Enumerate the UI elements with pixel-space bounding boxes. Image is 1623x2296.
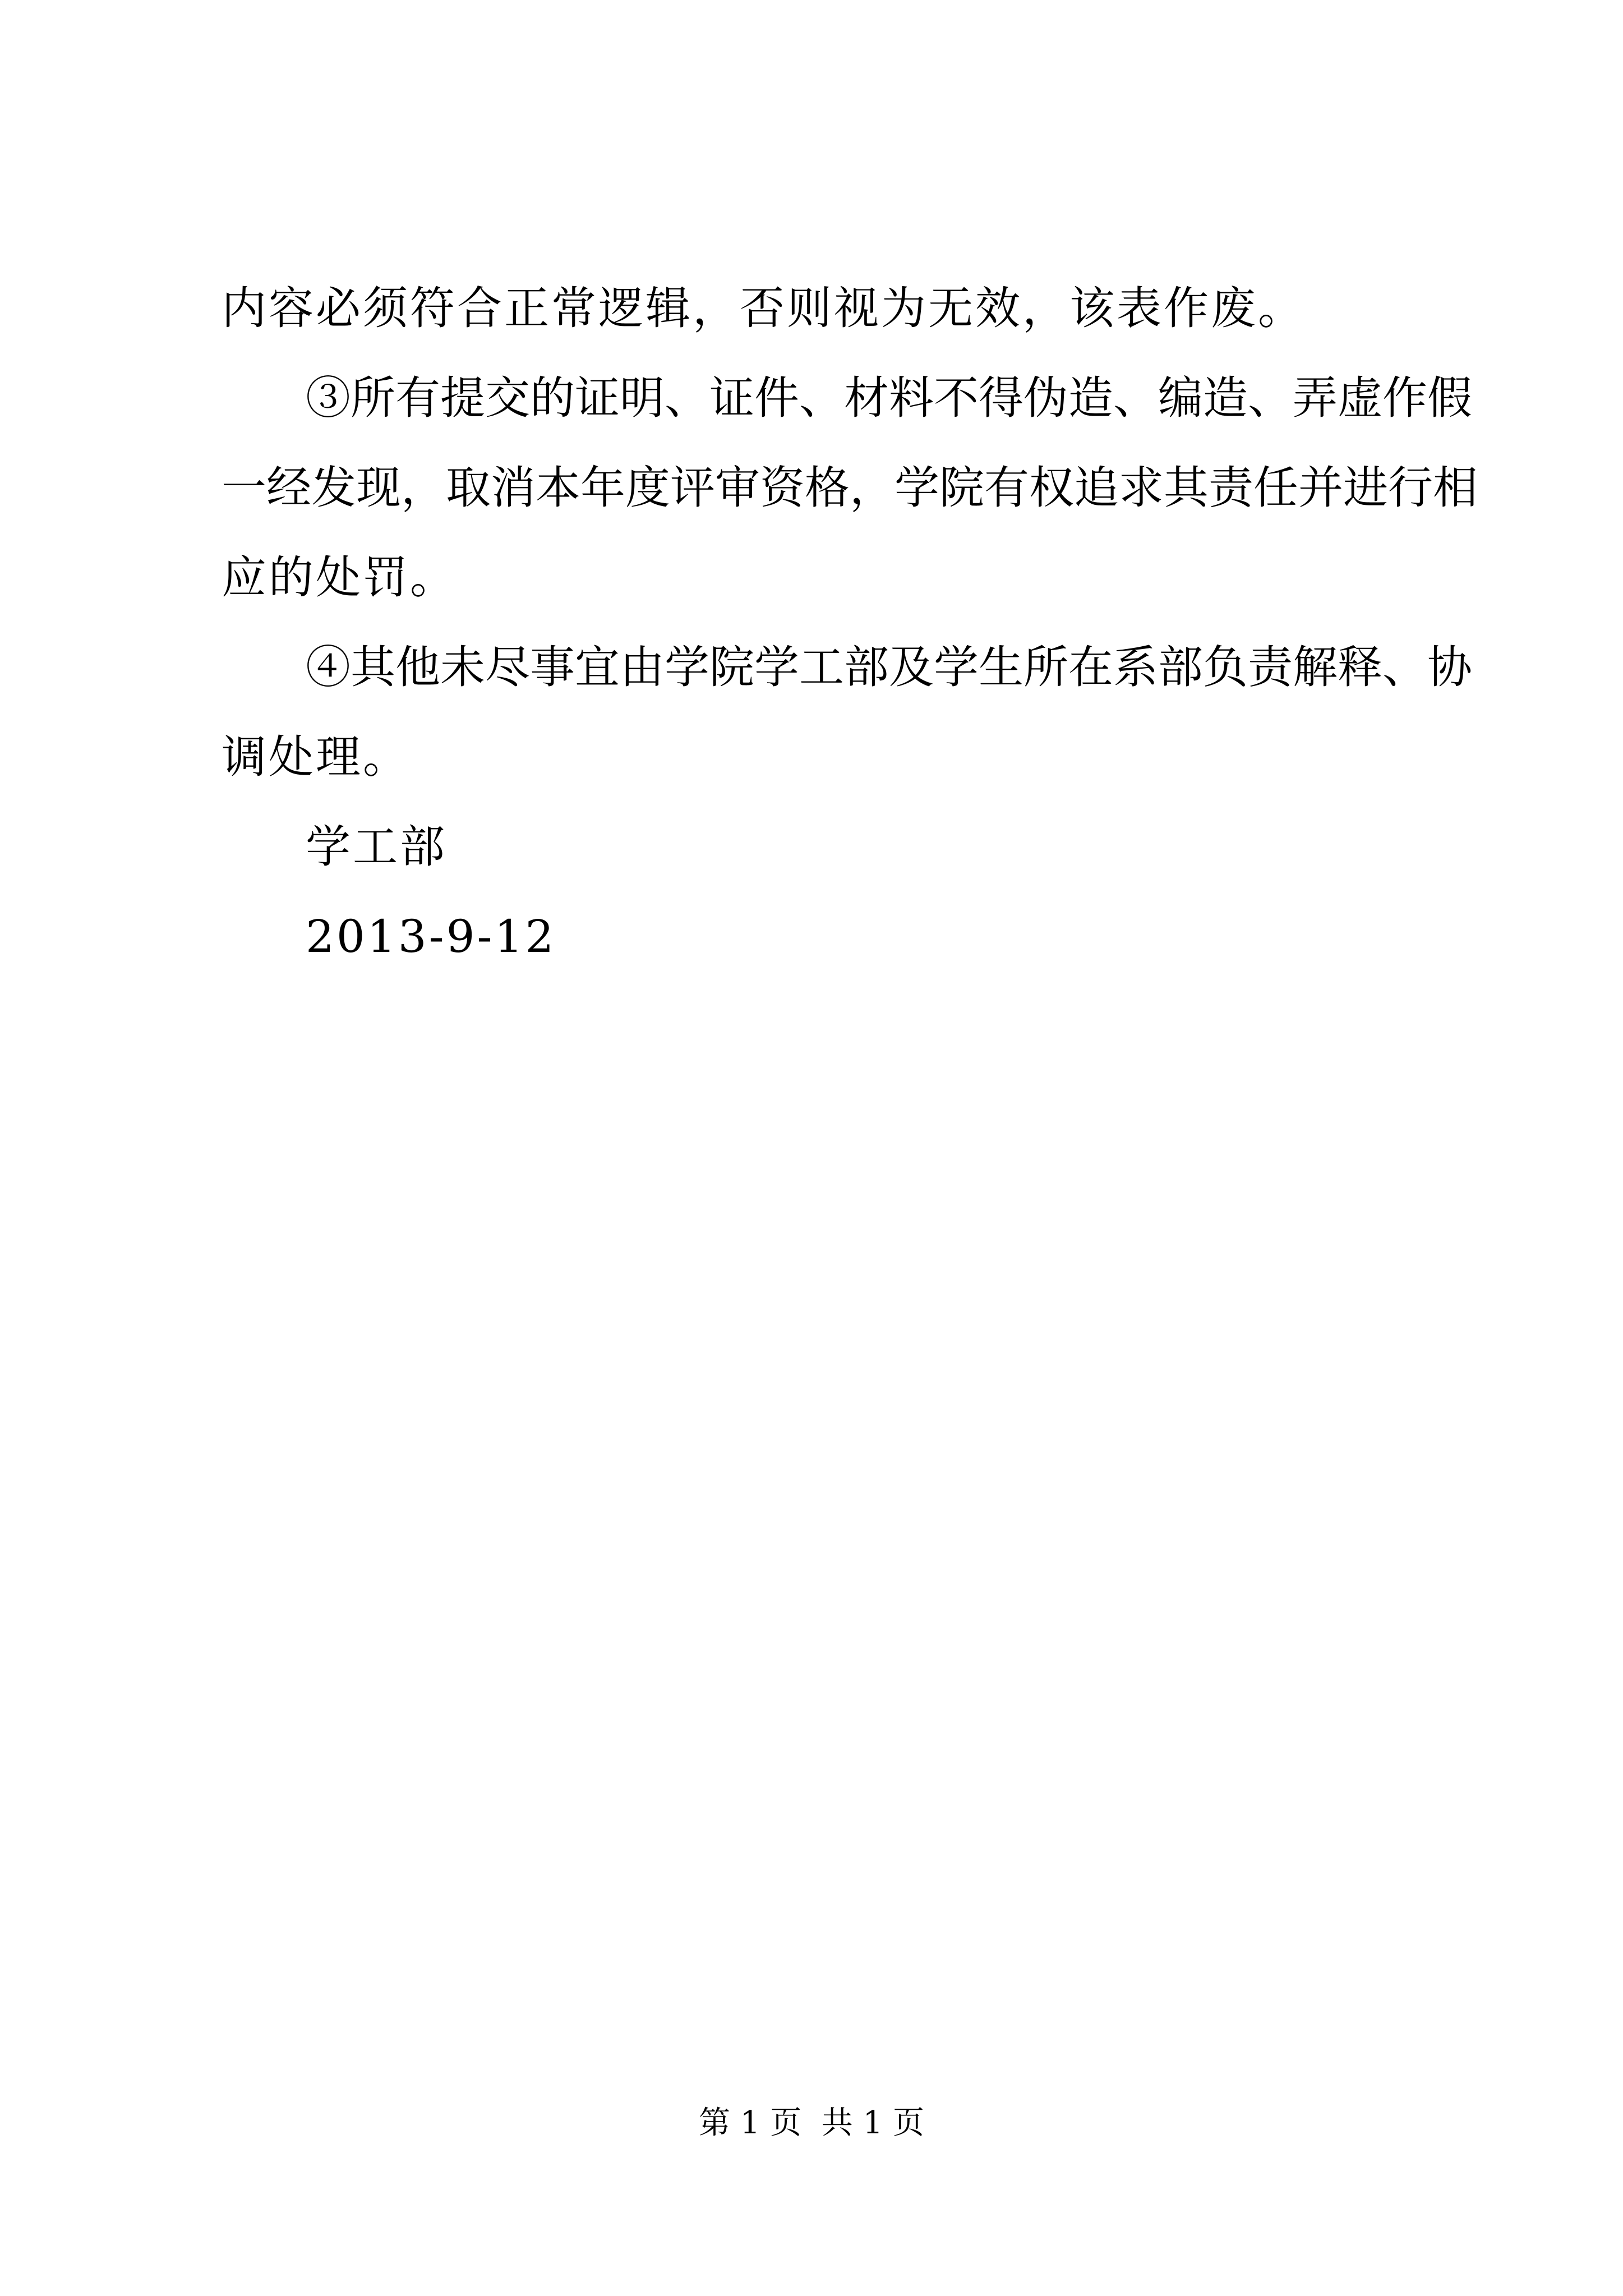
signature-department: 学工部: [306, 821, 447, 873]
paragraph-line: 一经发现，取消本年度评审资格，学院有权追求其责任并进行相: [222, 462, 1478, 514]
document-body: [222, 264, 1478, 982]
paragraph-line: 内容必须符合正常逻辑，否则视为无效，该表作废。: [222, 282, 1305, 334]
paragraph-line: 调处理。: [222, 731, 410, 783]
paragraph-line: ④其他未尽事宜由学院学工部及学生所在系部负责解释、协: [306, 641, 1472, 693]
page-number-footer: 第 1 页 共 1 页: [698, 2105, 925, 2141]
signature-date: 2013-9-12: [306, 910, 556, 963]
paragraph-line: 应的处罚。: [222, 551, 457, 604]
paragraph-line: ③所有提交的证明、证件、材料不得伪造、编造、弄虚作假: [306, 372, 1472, 424]
